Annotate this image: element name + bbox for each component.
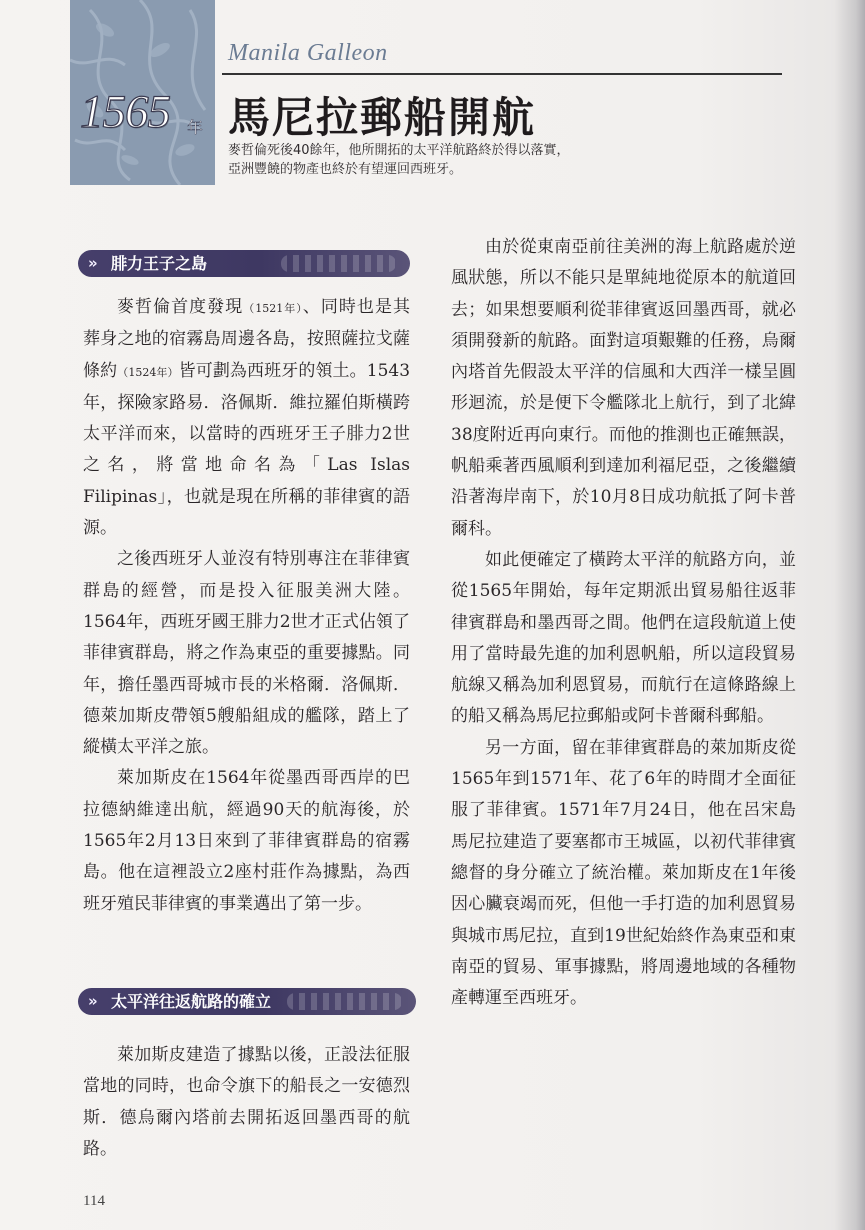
subtitle-line-1: 麥哲倫死後40餘年，他所開拓的太平洋航路終於得以落實， xyxy=(228,143,570,158)
section-heading-2 xyxy=(78,988,416,1015)
paragraph: 如此便確定了橫跨太平洋的航路方向，並從1565年開始，每年定期派出貿易船往返菲律賓群島和墨西哥之間。他們在這段航道上使用了當時最先進的加利恩帆船，所以這段貿易航線又稱為加利恩貿易，而航行在這條路線上的船又稱為馬尼拉郵船或阿卡普爾科郵船。 xyxy=(451,549,796,727)
chapter-title: 馬尼拉郵船開航 xyxy=(228,93,537,142)
series-title: Manila Galleon xyxy=(228,40,388,66)
paragraph: 之後西班牙人並沒有特別專注在菲律賓群島的經營，而是投入征服美洲大陸。1564年，西班牙國王腓力2世才正式佔領了菲律賓群島，將之作為東亞的重要據點。同年，擔任墨西哥城市長的米格爾．洛佩斯．德萊加斯皮帶領5艘船組成的艦隊，踏上了縱橫太平洋之旅。 xyxy=(83,549,410,758)
page-edge-shadow xyxy=(835,0,865,1230)
subtitle-line-2: 亞洲豐饒的物產也終於有望運回西班牙。 xyxy=(228,162,463,177)
header-rule xyxy=(222,73,782,75)
paragraph: 另一方面，留在菲律賓群島的萊加斯皮從1565年到1571年、花了6年的時間才全面征服了菲律賓。1571年7月24日，他在呂宋島馬尼拉建造了要塞都市王城區，以初代菲律賓總督的身分確立了統治權。萊加斯皮在1年後因心臟衰竭而死，但他一手打造的加利恩貿易與城市馬尼拉，直到19世紀始終作為東亞和東南亞的貿易、軍事據點，將周邊地域的各種物產轉運至西班牙。 xyxy=(451,737,796,1009)
left-column-text-2 xyxy=(83,1040,410,1165)
paragraph: 萊加斯皮建造了據點以後，正設法征服當地的同時，也命令旗下的船長之一安德烈斯．德烏爾內塔前去開拓返回墨西哥的航路。 xyxy=(83,1045,410,1159)
section-heading-label: 太平洋往返航路的確立 xyxy=(111,992,272,1011)
double-chevron-right-icon: » xyxy=(88,254,98,272)
page-number: 114 xyxy=(83,1193,105,1209)
section-heading-1 xyxy=(78,250,410,277)
paragraph: 由於從東南亞前往美洲的海上航路處於逆風狀態，所以不能只是單純地從原本的航道回去；如果想要順利從菲律賓返回墨西哥，就必須開發新的航路。面對這項艱難的任務，烏爾內塔首先假設太平洋的信風和大西洋一樣呈圓形迴流，於是便下令艦隊北上航行，到了北緯38度附近再向東行。而他的推測也正確無誤，帆船乘著西風順利到達加利福尼亞，之後繼續沿著海岸南下，於10月8日成功航抵了阿卡普爾科。 xyxy=(451,237,796,539)
paragraph: 萊加斯皮在1564年從墨西哥西岸的巴拉德納維達出航，經過90天的航海後，於1565年2月13日來到了菲律賓群島的宿霧島。他在這裡設立2座村莊作為據點，為西班牙殖民菲律賓的事業邁出了第一步。 xyxy=(83,768,410,914)
left-column-text xyxy=(83,292,410,920)
right-column-text xyxy=(451,232,796,1014)
double-chevron-right-icon: » xyxy=(88,992,98,1010)
chapter-year: 1565 xyxy=(80,86,170,138)
chapter-year-unit: 年 xyxy=(187,118,204,137)
heading-ornament xyxy=(287,993,402,1010)
chapter-subtitle xyxy=(228,141,788,179)
heading-ornament xyxy=(281,255,396,272)
paragraph: 麥哲倫首度發現（1521年）、同時也是其葬身之地的宿霧島周邊各島，按照薩拉戈薩條約（1524年）皆可劃為西班牙的領土。1543年，探險家路易．洛佩斯．維拉羅伯斯橫跨太平洋而來，以當時的西班牙王子腓力2世之名，將當地命名為「Las Islas Filipinas」，也就是現在所稱的菲律賓的語源。 xyxy=(83,297,411,539)
section-heading-label: 腓力王子之島 xyxy=(111,254,208,273)
